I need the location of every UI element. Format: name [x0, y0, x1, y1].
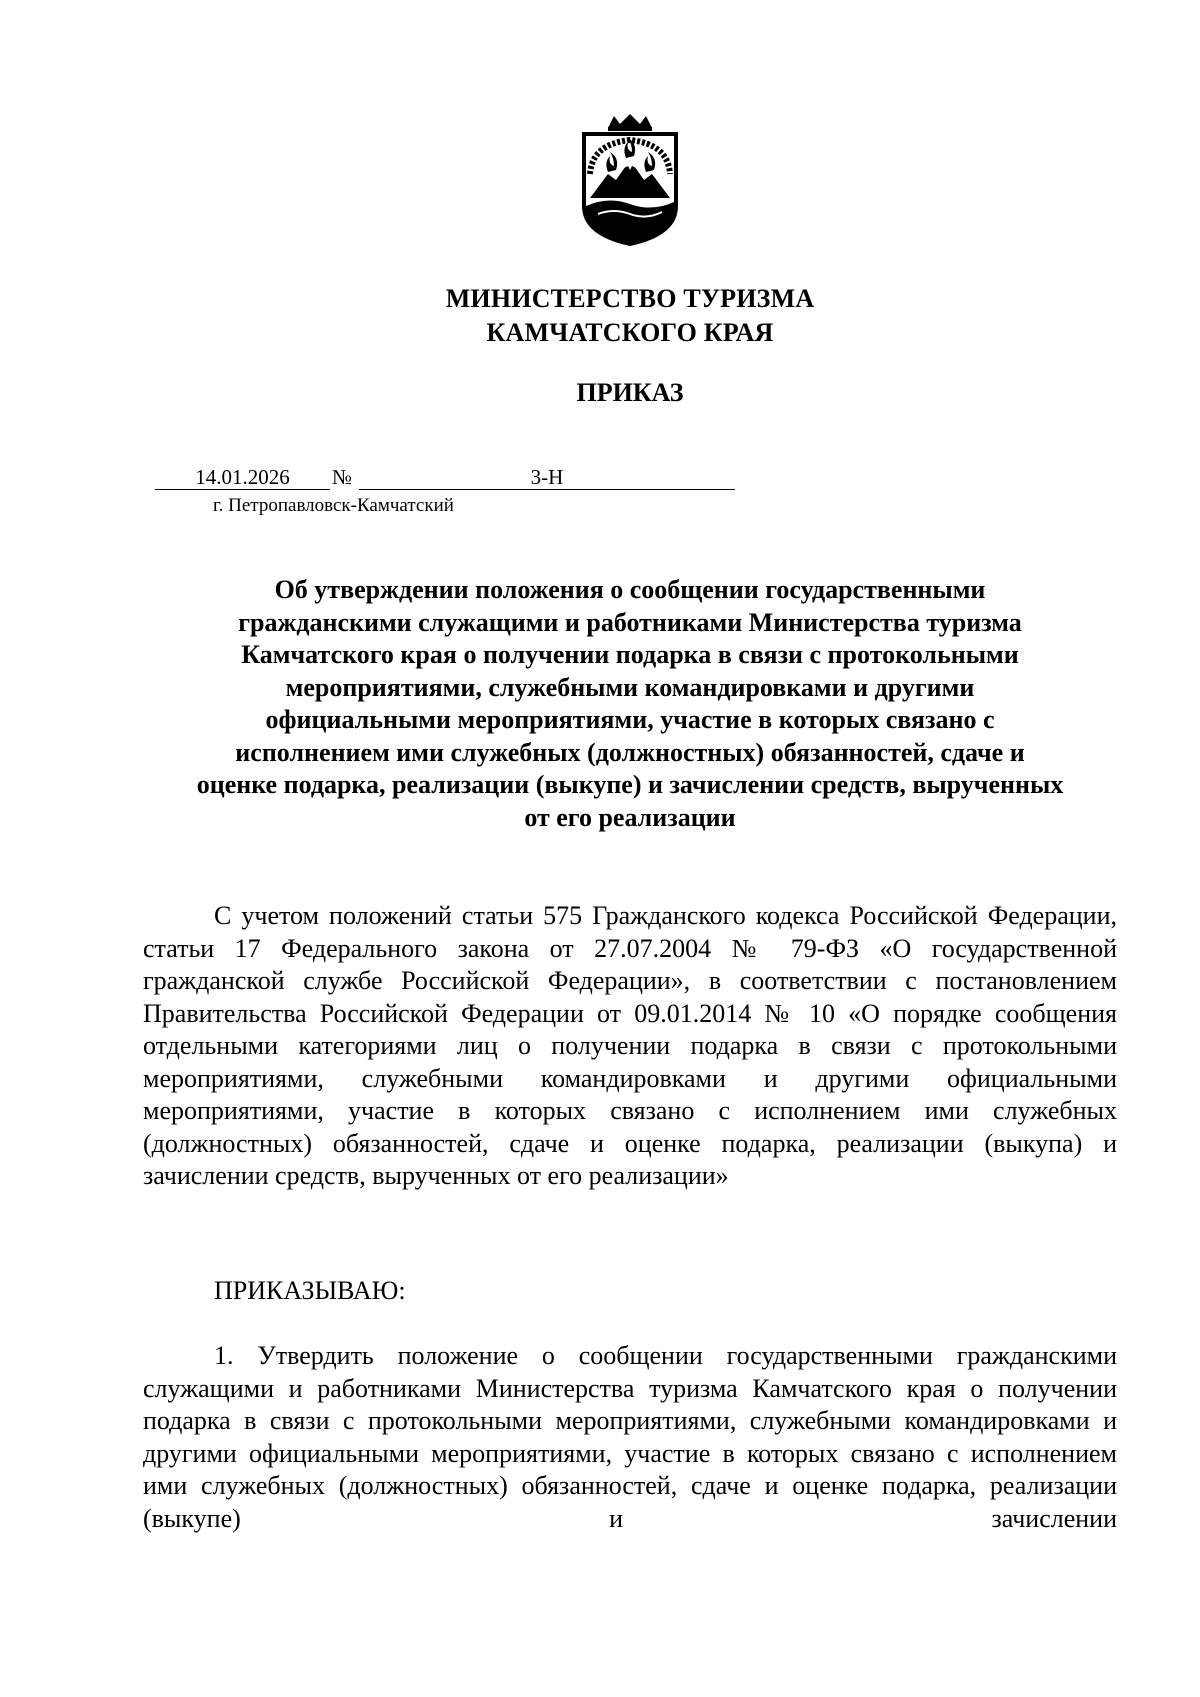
ministry-line-2: КАМЧАТСКОГО КРАЯ: [486, 318, 774, 347]
order-number: 3-Н: [359, 464, 735, 490]
kamchatka-coat-of-arms-icon: [578, 114, 682, 246]
order-date: 14.01.2026: [155, 464, 330, 490]
intro-paragraph: С учетом положений статьи 575 Гражданского кодекса Российской Федерации, статьи 17 Федерального закона от 27.07.2004 № 79-ФЗ «О государственной гражданской службе Российской Федерации», в соответствии с постановлением Правительства Российской Федерации от 09.01.2014 № 10 «О порядке сообщения отдельными категориями лиц о получении подарка в связи с протокольными мероприятиями, служебными командировками и другими официальными мероприятиями, участие в которых связано с исполнением ими служебных (должностных) обязанностей, сдаче и оценке подарка, реализации (выкупа) и зачислении средств, вырученных от его реализации»: [143, 901, 1117, 1190]
title-line: от его реализации: [524, 802, 736, 832]
title-line: официальными мероприятиями, участие в которых связано с: [265, 705, 995, 734]
number-sign: №: [332, 465, 353, 489]
document-title: [140, 574, 1120, 834]
title-line: оценке подарка, реализации (выкупе) и зачислении средств, вырученных: [196, 770, 1064, 799]
item-1-paragraph: 1. Утвердить положение о сообщении государственными гражданскими служащими и работниками Министерства туризма Камчатского края о получении подарка в связи с протокольными мероприятиями, служебными командировками и другими официальными мероприятиями, участие в которых связано с исполнением ими служебных (должностных) обязанностей, сдаче и оценке подарка, реализации (выкупе) и зачислении: [143, 1341, 1117, 1533]
title-line: исполнением ими служебных (должностных) обязанностей, сдаче и: [235, 737, 1025, 767]
city: г. Петропавловск-Камчатский: [213, 495, 454, 516]
title-line: мероприятиями, служебными командировками и другими: [285, 672, 975, 702]
document-type: ПРИКАЗ: [576, 378, 684, 407]
ministry-name: [150, 282, 1110, 350]
ministry-line-1: МИНИСТЕРСТВО ТУРИЗМА: [445, 284, 815, 313]
title-line: Камчатского края о получении подарка в связи с протокольными: [241, 640, 1019, 669]
title-line: гражданскими служащими и работниками Министерства туризма: [238, 607, 1022, 637]
title-line: Об утверждении положения о сообщении государственными: [274, 575, 986, 604]
order-word: ПРИКАЗЫВАЮ:: [214, 1276, 406, 1305]
